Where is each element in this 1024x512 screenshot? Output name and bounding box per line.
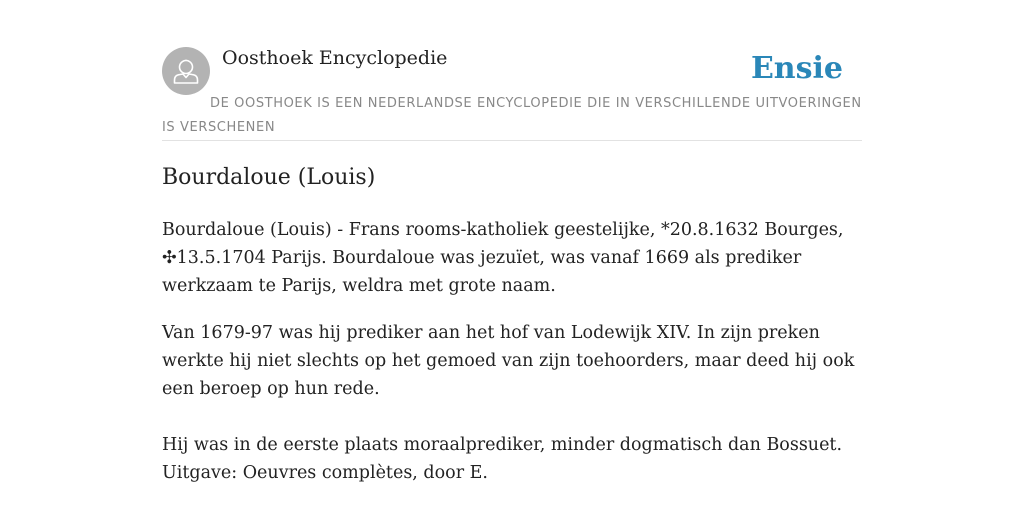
- user-avatar[interactable]: [162, 47, 210, 95]
- brand-logo[interactable]: Ensie: [750, 51, 843, 86]
- article-paragraph: Van 1679-97 was hij prediker aan het hof van Lodewijk XIV. In zijn preken werkte hij niet slechts op het gemoed van zijn toehoorders, maar deed hij ook een beroep op hun rede.: [162, 323, 855, 399]
- article: [162, 162, 862, 487]
- source-title[interactable]: Oosthoek Encyclopedie: [222, 47, 448, 69]
- article-title: Bourdaloue (Louis): [162, 165, 376, 190]
- article-paragraph: Hij was in de eerste plaats moraalprediker, minder dogmatisch dan Bossuet. Uitgave: Oeuvres complètes, door E.: [162, 435, 843, 483]
- source-header: [162, 46, 862, 141]
- source-description: DE OOSTHOEK IS EEN NEDERLANDSE ENCYCLOPEDIE DIE IN VERSCHILLENDE UITVOERINGEN IS VERSCHENEN: [162, 96, 862, 135]
- user-icon: [162, 47, 210, 95]
- article-paragraph: Bourdaloue (Louis) - Frans rooms-katholiek geestelijke, *20.8.1632 Bourges, ✣13.5.1704 Parijs. Bourdaloue was jezuïet, was vanaf 1669 als prediker werkzaam te Parijs, weldra met grote naam.: [162, 220, 844, 296]
